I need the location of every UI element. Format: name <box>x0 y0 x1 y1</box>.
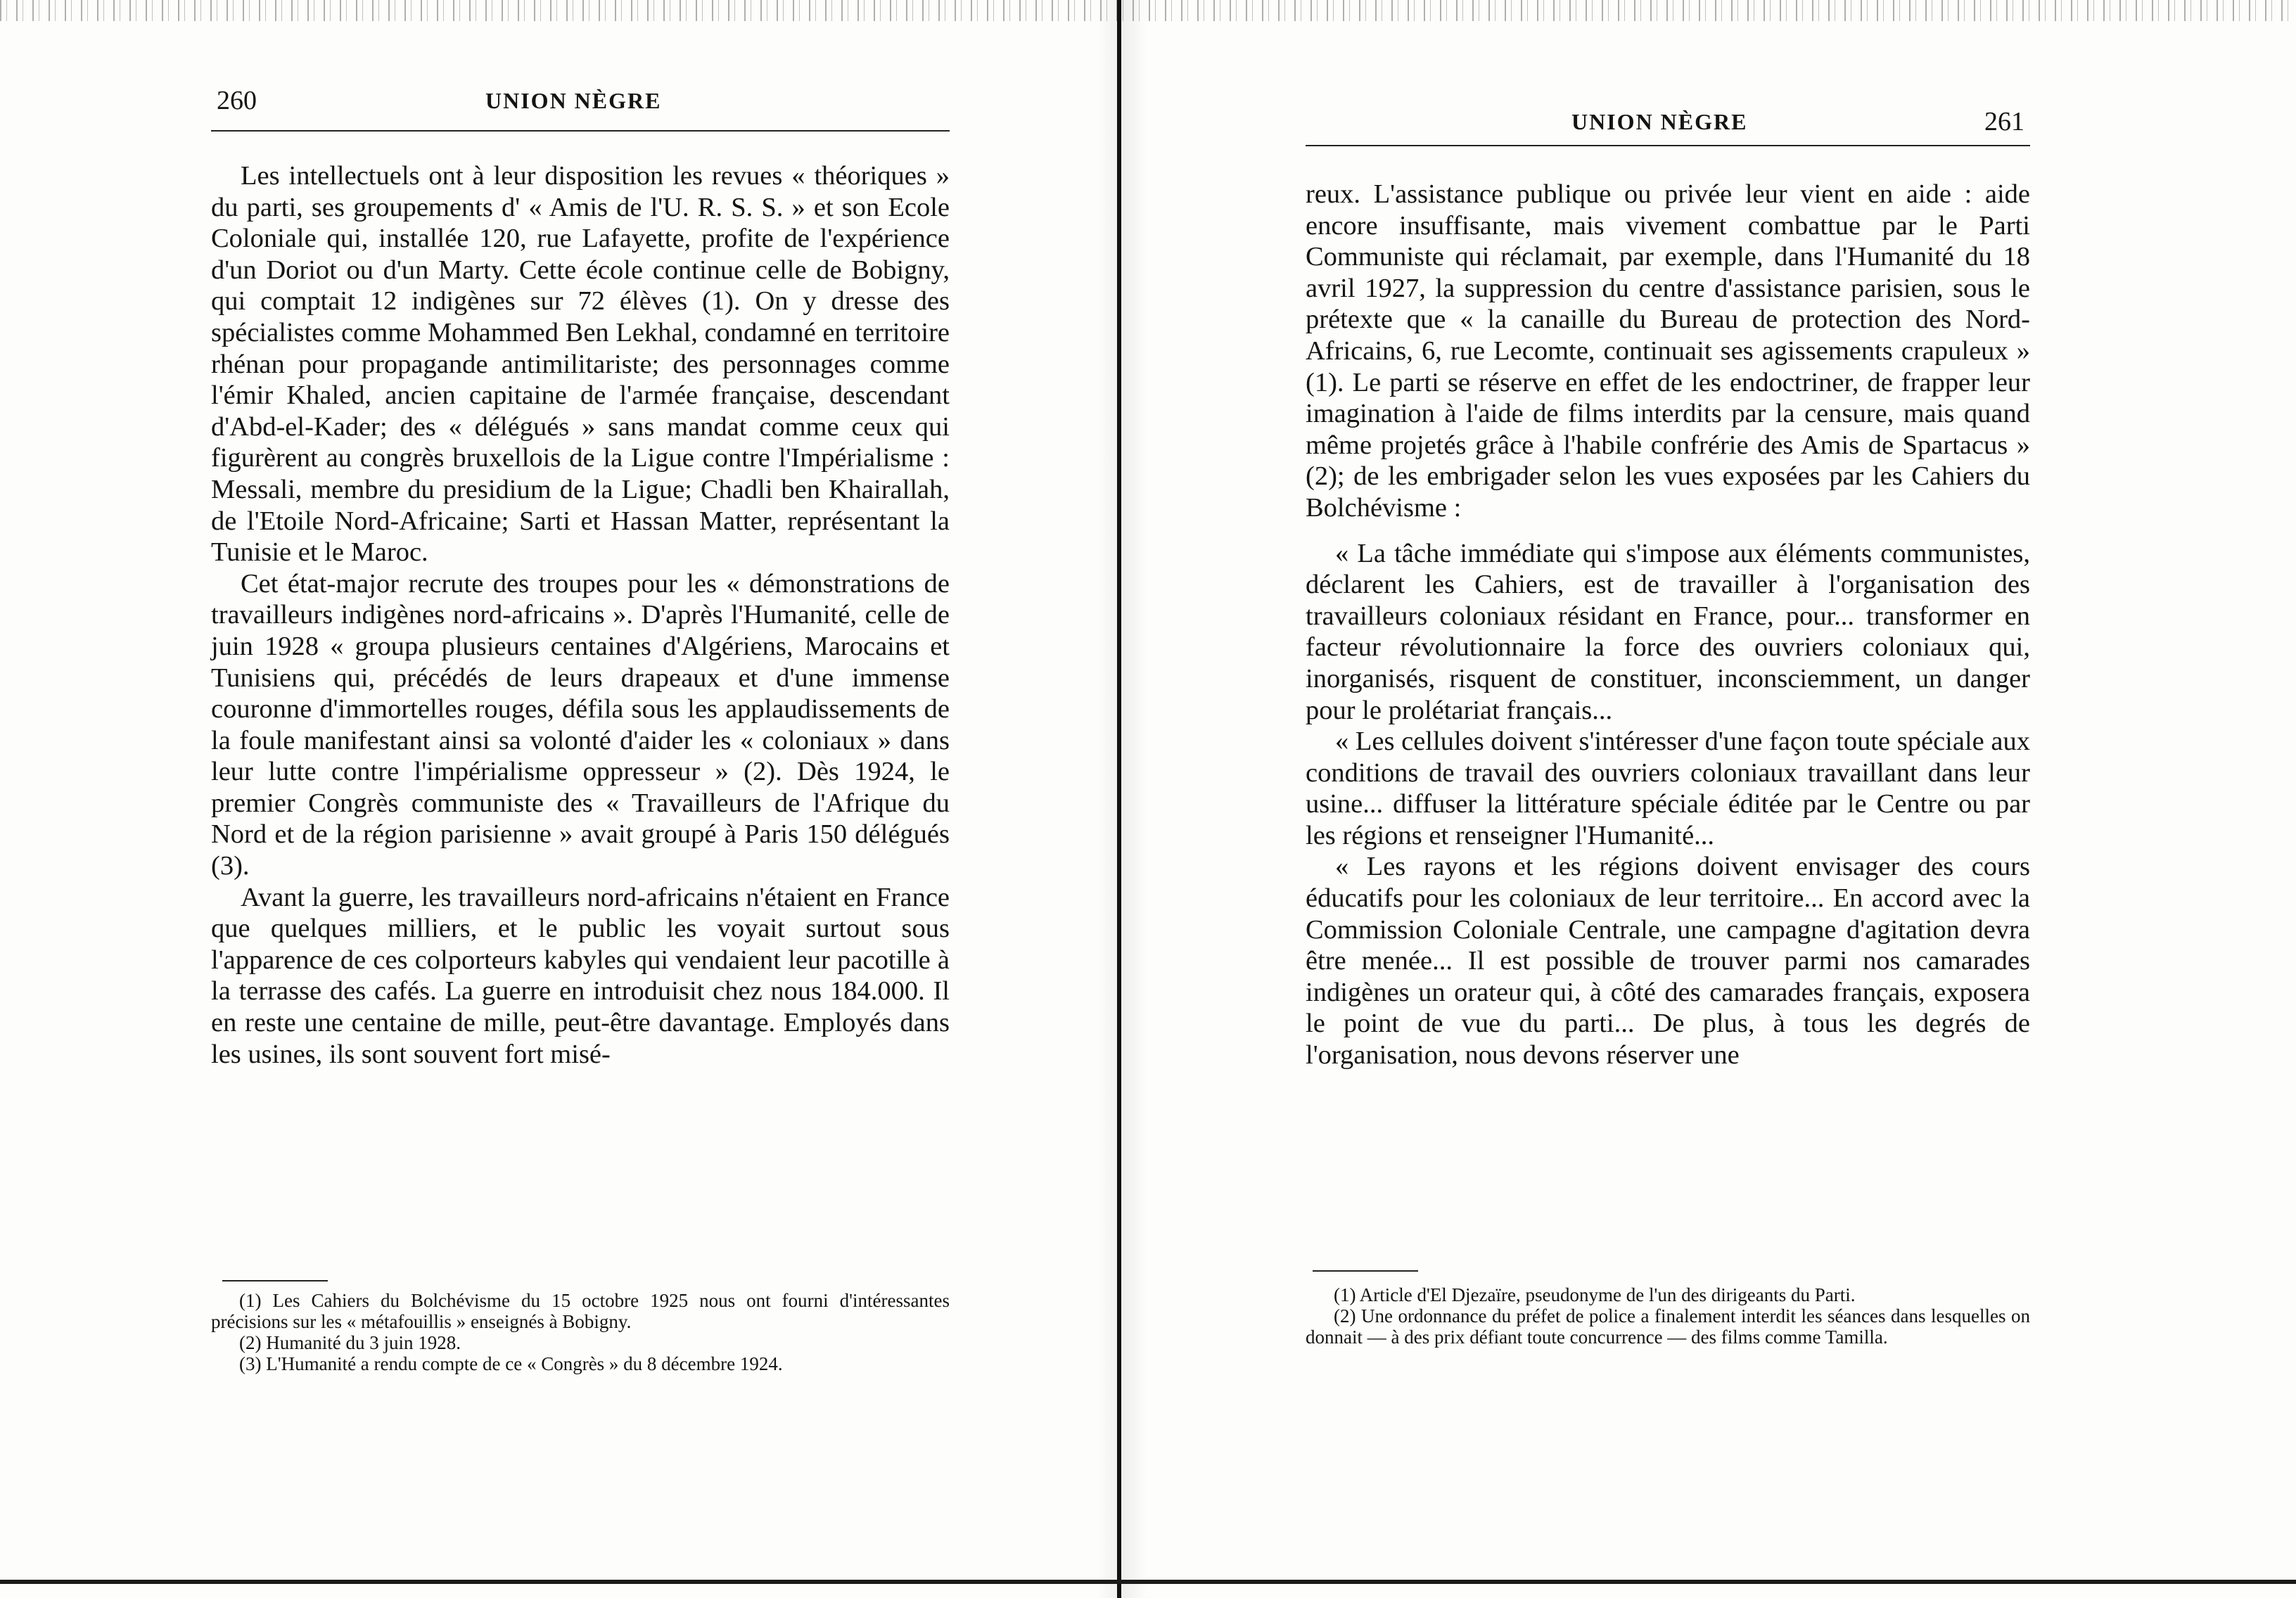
left-page <box>211 0 950 1575</box>
paragraph: reux. L'assistance publique ou privée leur vient en aide : aide encore insuffisante, mais vivement combattue par le Parti Communiste qui réclamait, par exemple, dans l'Humanité du 18 avril 1927, la suppression du centre d'assistance parisien, sous le prétexte que « la canaille du Bureau de protection des Nord-Africains, 6, rue Lecomte, continuait ses agissements crapuleux » (1). Le parti se réserve en effet de les endoctriner, de frapper leur imagination à l'aide de films interdits par la censure, mais quand même projetés grâce à l'habile confrérie des Amis de Spartacus » (2); de les embrigader selon les vues exposées par les Cahiers du Bolchévisme : <box>1306 179 2030 523</box>
scan-bottom-edge <box>0 1580 2296 1584</box>
footnote: (1) Les Cahiers du Bolchévisme du 15 octobre 1925 nous ont fourni d'intéressantes précisions sur les « métafouillis » enseignés à Bobigny. <box>211 1290 950 1332</box>
quote-paragraph: « La tâche immédiate qui s'impose aux éléments communistes, déclarent les Cahiers, est de travailler à l'organisation des travailleurs coloniaux résidant en France, pour... transformer en facteur révolutionnaire la force des ouvriers coloniaux qui, inorganisés, risquent de constituer, inconsciemment, un danger pour le prolétariat français... <box>1306 538 2030 725</box>
header-rule <box>211 130 950 132</box>
running-title: UNION NÈGRE <box>1571 109 1748 134</box>
page-number: 260 <box>217 86 257 115</box>
paragraph: Cet état-major recrute des troupes pour les « démonstrations de travailleurs indigènes nord-africains ». D'après l'Humanité, celle de juin 1928 « groupa plusieurs centaines d'Algériens, Marocains et Tunisiens qui, précédés de leurs drapeaux et d'une immense couronne d'immortelles rouges, défila sous les applaudissements de la foule manifestant ainsi sa volonté d'aider les « coloniaux » dans leur lutte contre l'impérialisme oppresseur » (2). Dès 1924, le premier Congrès communiste des « Travailleurs de l'Afrique du Nord et de la région parisienne » avait groupé à Paris 150 délégués (3). <box>211 568 950 881</box>
paragraph: Avant la guerre, les travailleurs nord-africains n'étaient en France que quelques milliers, et le public les voyait surtout sous l'apparence de ces colporteurs kabyles qui vendaient leur pacotille à la terrasse des cafés. La guerre en introduisit chez nous 184.000. Il en reste une centaine de mille, peut-être davantage. Employés dans les usines, ils sont souvent fort misé- <box>211 882 950 1069</box>
header-rule <box>1306 145 2030 146</box>
quote-paragraph: « Les cellules doivent s'intéresser d'une façon toute spéciale aux conditions de travail des ouvriers coloniaux travaillant dans leur usine... diffuser la littérature spéciale éditée par le Centre ou par les régions et renseigner l'Humanité... <box>1306 727 2030 850</box>
running-title: UNION NÈGRE <box>485 88 662 113</box>
book-spine <box>1117 0 1121 1598</box>
footnote: (1) Article d'El Djezaïre, pseudonyme de l'un des dirigeants du Parti. <box>1334 1284 1856 1305</box>
footnote-rule <box>1313 1270 1418 1272</box>
book-gutter-shadow <box>1097 0 1147 1598</box>
footnote: (3) L'Humanité a rendu compte de ce « Congrès » du 8 décembre 1924. <box>239 1353 783 1374</box>
body-text <box>1306 179 2030 1071</box>
paragraph: Les intellectuels ont à leur disposition les revues « théoriques » du parti, ses groupements d' « Amis de l'U. R. S. S. » et son Ecole Coloniale qui, installée 120, rue Lafayette, profite de l'expérience d'un Doriot ou d'un Marty. Cette école continue celle de Bobigny, qui comptait 12 indigènes sur 72 élèves (1). On y dresse des spécialistes comme Mohammed Ben Lekhal, condamné en territoire rhénan pour propagande antimilitariste; des personnages comme l'émir Khaled, ancien capitaine de l'armée française, descendant d'Abd-el-Kader; des « délégués » sans mandat comme ceux qui figurèrent au congrès bruxellois de la Ligue contre l'Impérialisme : Messali, membre du presidium de la Ligue; Chadli ben Khairallah, de l'Etoile Nord-Africaine; Sarti et Hassan Matter, représentant la Tunisie et le Maroc. <box>211 161 950 568</box>
footnote: (2) Une ordonnance du préfet de police a finalement interdit les séances dans lesquelles on donnait — à des prix défiant toute concurrence — des films comme Tamilla. <box>1306 1305 2030 1348</box>
footnote: (2) Humanité du 3 juin 1928. <box>239 1332 461 1353</box>
footnotes <box>211 1290 950 1374</box>
footnote-rule <box>222 1280 328 1281</box>
footnotes <box>1306 1284 2030 1348</box>
page-number: 261 <box>1984 107 2024 136</box>
body-text <box>211 160 950 1070</box>
quote-paragraph: « Les rayons et les régions doivent envisager des cours éducatifs pour les coloniaux de leur territoire... En accord avec la Commission Coloniale Centrale, une campagne d'agitation devra être menée... Il est possible de trouver parmi nos camarades indigènes un orateur qui, à côté des camarades français, exposera le point de vue du parti... De plus, à tous les degrés de l'organisation, nous devons réserver une <box>1306 852 2030 1070</box>
right-page <box>1306 0 2030 1575</box>
